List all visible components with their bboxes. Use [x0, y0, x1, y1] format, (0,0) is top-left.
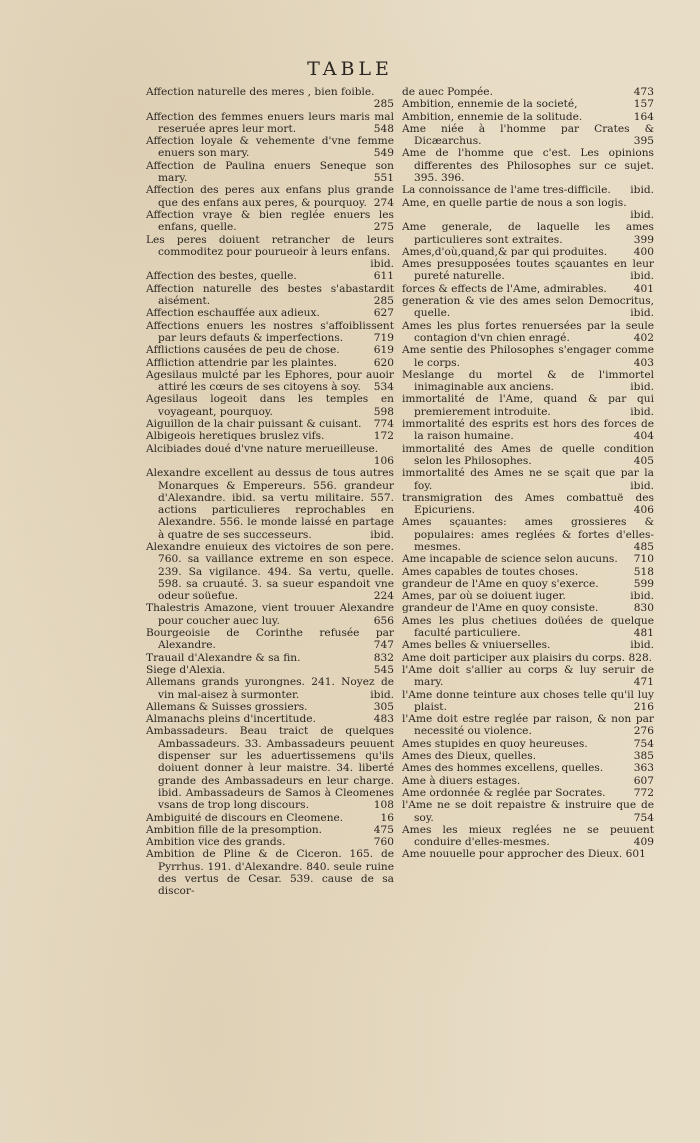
index-entry [402, 320, 654, 345]
entry-page-number: 656 [373, 614, 394, 627]
index-entry [402, 393, 654, 418]
index-column-right [402, 86, 654, 861]
entry-page-number: 172 [373, 430, 394, 443]
entry-page-number: 385 [633, 750, 654, 763]
index-entry [146, 836, 394, 848]
entry-page-number: 754 [633, 811, 654, 824]
entry-page-number: 599 [633, 577, 654, 590]
entry-page-number: 305 [373, 700, 394, 713]
index-entry [146, 602, 394, 627]
entry-page-number: 607 [633, 774, 654, 787]
entry-page-number: 548 [373, 122, 394, 135]
entry-text: forces & effects de l'Ame, admirables. [402, 282, 607, 295]
entry-text: Ames,d'où,quand,& par qui produites. [402, 245, 608, 258]
entry-text: Ambassadeurs. Beau traict de quelques Ambassadeurs. 33. Ambassadeurs peuuent dispenser sur les aduertissemens qu'ils doiuent donner à leur maistre. 34. liberté grande des Ambassadeurs en leur charge. ibid. Ambassadeurs de Samos à Cleomenes vsans de trop long discours. [146, 725, 394, 812]
entry-page-number: 760 [373, 836, 394, 849]
entry-page-number: 754 [633, 737, 654, 750]
entry-page-number: 403 [633, 356, 654, 369]
entry-page-number: 224 [373, 590, 394, 603]
entry-text: Trauail d'Alexandre & sa fin. [146, 651, 301, 664]
index-entry [146, 848, 394, 897]
index-entry [146, 184, 394, 209]
entry-text: Siege d'Alexia. [146, 663, 226, 676]
index-column-left [146, 86, 394, 898]
entry-text: Ames sçauantes: ames grossieres & populaires: ames reglées & fortes d'elles-mesmes. [402, 516, 654, 553]
index-entry [402, 258, 654, 283]
entry-text: Ames des hommes excellens, quelles. [402, 762, 604, 775]
entry-page-number: 404 [633, 430, 654, 443]
index-entry [402, 369, 654, 394]
entry-page-number: 481 [633, 627, 654, 640]
entry-page-number: 16 [380, 811, 394, 824]
entry-text: Ame sentie des Philosophes s'engager comme le corps. [402, 344, 654, 369]
index-entry [402, 750, 654, 762]
entry-text: Albigeois heretiques bruslez vifs. [146, 430, 325, 443]
index-entry [402, 590, 654, 602]
entry-page-number: 611 [373, 270, 394, 283]
index-entry [402, 689, 654, 714]
entry-text: Ame doit participer aux plaisirs du corps. 828. [402, 651, 653, 664]
index-entry [146, 160, 394, 185]
entry-page-number: 518 [633, 565, 654, 578]
entry-text: Ambiguité de discours en Cleomene. [146, 811, 344, 824]
index-entry [146, 430, 394, 442]
index-entry [146, 357, 394, 369]
index-entry [146, 627, 394, 652]
index-entry [146, 443, 394, 468]
index-entry [146, 320, 394, 345]
index-entry [146, 725, 394, 811]
entry-text: Ame incapable de science selon aucuns. [402, 553, 618, 566]
index-entry [402, 516, 654, 553]
entry-page-number: 276 [633, 725, 654, 738]
entry-page-number: 774 [373, 418, 394, 431]
entry-text: Thalestris Amazone, vient trouuer Alexandre pour coucher auec luy. [146, 602, 394, 627]
index-entry [402, 639, 654, 651]
entry-text: Ames des Dieux, quelles. [402, 750, 537, 763]
entry-text: Ames stupides en quoy heureuses. [402, 737, 588, 750]
index-entry [402, 111, 654, 123]
entry-page-number: 405 [633, 454, 654, 467]
entry-page-number: 483 [373, 713, 394, 726]
index-entry [402, 775, 654, 787]
index-entry [146, 307, 394, 319]
index-entry [402, 799, 654, 824]
entry-text: Agesilaus mulcté par les Ephores, pour auoir attiré les cœurs de ses citoyens à soy. [146, 368, 394, 394]
entry-page-number: 402 [633, 331, 654, 344]
index-entry [402, 197, 654, 222]
entry-text: Ames belles & vniuerselles. [402, 639, 551, 652]
index-entry [402, 86, 654, 98]
entry-page-number: 619 [373, 344, 394, 357]
index-entry [146, 86, 394, 111]
index-entry [402, 738, 654, 750]
entry-text: Allemans grands yurongnes. 241. Noyez de vin mal-aisez à surmonter. [146, 676, 394, 701]
entry-text: generation & vie des ames selon Democritus, quelle. [402, 295, 654, 320]
entry-text: Bourgeoisie de Corinthe refusée par Alexandre. [146, 627, 394, 652]
entry-page-number: ibid. [630, 184, 654, 197]
entry-page-number: 399 [633, 233, 654, 246]
entry-page-number: 832 [373, 651, 394, 664]
index-entry [402, 652, 654, 664]
entry-text: Ambition fille de la presomption. [146, 823, 323, 836]
index-entry [402, 713, 654, 738]
index-entry [146, 676, 394, 701]
index-entry [402, 443, 654, 468]
index-entry [146, 344, 394, 356]
entry-page-number: ibid. [370, 688, 394, 701]
entry-page-number: 401 [633, 282, 654, 295]
entry-page-number: 157 [633, 98, 654, 111]
entry-page-number: 710 [633, 553, 654, 566]
entry-page-number: ibid. [630, 270, 654, 283]
index-entry [402, 566, 654, 578]
entry-page-number: 363 [633, 762, 654, 775]
entry-page-number: 830 [633, 602, 654, 615]
index-entry [146, 234, 394, 271]
index-entry [146, 701, 394, 713]
entry-text: grandeur de l'Ame en quoy consiste. [402, 602, 599, 615]
index-entry [146, 209, 394, 234]
entry-page-number: ibid. [630, 307, 654, 320]
index-entry [146, 541, 394, 602]
index-entry [402, 221, 654, 246]
entry-text: Ame ordonnée & reglée par Socrates. [402, 786, 606, 799]
entry-text: l'Ame doit estre reglée par raison, & non par necessité ou violence. [402, 713, 654, 738]
index-entry [146, 713, 394, 725]
entry-text: Allemans & Suisses grossiers. [146, 700, 308, 713]
entry-page-number: 485 [633, 540, 654, 553]
entry-text: La connoissance de l'ame tres-difficile. [402, 184, 611, 197]
index-entry [146, 283, 394, 308]
entry-text: Agesilaus logeoit dans les temples en voyageant, pourquoy. [146, 393, 394, 418]
entry-page-number: 551 [373, 172, 394, 185]
index-entry [402, 824, 654, 849]
index-entry [402, 467, 654, 492]
entry-text: Almanachs pleins d'incertitude. [146, 713, 316, 726]
entry-text: transmigration des Ames combattuë des Epicuriens. [402, 491, 654, 517]
entry-text: Ame de l'homme que c'est. Les opinions differentes des Philosophes sur ce sujet. 395. 396. [402, 147, 654, 185]
entry-text: Meslange du mortel & de l'immortel inimaginable aux anciens. [402, 368, 654, 394]
entry-text: Affection de Paulina enuers Seneque son mary. [146, 159, 394, 185]
entry-page-number: ibid. [630, 639, 654, 652]
entry-text: Ames presupposées toutes sçauantes en leur pureté naturelle. [402, 258, 654, 283]
index-entry [146, 824, 394, 836]
entry-text: Affection naturelle des meres , bien foible. [146, 86, 375, 98]
index-entry [402, 98, 654, 110]
entry-text: Ambition de Pline & de Ciceron. 165. de Pyrrhus. 191. d'Alexandre. 840. seule ruine des vertus de Cesar. 539. cause de sa discor- [146, 848, 394, 898]
entry-page-number: 275 [373, 221, 394, 234]
index-entry [402, 246, 654, 258]
entry-text: Alexandre enuieux des victoires de son pere. 760. sa vaillance extreme en son espece. 239. Sa vigilance. 494. Sa vertu, quelle. 598. sa cruauté. 3. sa sueur espandoit vne odeur soüefue. [146, 540, 394, 603]
entry-page-number: 406 [633, 504, 654, 517]
page-title: TABLE [307, 58, 393, 80]
entry-text: Ames capables de toutes choses. [402, 565, 579, 578]
entry-text: Ames les plus chetiues doüées de quelque faculté particuliere. [402, 614, 654, 640]
index-entry [146, 111, 394, 136]
entry-page-number: 409 [633, 836, 654, 849]
entry-page-number: ibid. [630, 405, 654, 418]
index-entry [402, 418, 654, 443]
index-entry [402, 295, 654, 320]
index-entry [402, 787, 654, 799]
entry-text: Afflictions causées de peu de chose. [146, 344, 340, 357]
entry-page-number: 400 [633, 245, 654, 258]
entry-text: Affection loyale & vehemente d'vne femme enuers son mary. [146, 135, 394, 160]
entry-page-number: 475 [373, 823, 394, 836]
index-entry [402, 762, 654, 774]
entry-page-number: 549 [373, 147, 394, 160]
entry-text: Ambition vice des grands. [146, 836, 286, 849]
index-entry [402, 615, 654, 640]
entry-text: Alcibiades doué d'vne nature merueilleuse. [146, 442, 379, 455]
index-entry [402, 848, 654, 860]
index-entry [402, 184, 654, 196]
entry-text: Ames les mieux reglées ne se peuuent conduire d'elles-mesmes. [402, 823, 654, 849]
entry-page-number: 471 [633, 676, 654, 689]
entry-text: Alexandre excellent au dessus de tous autres Monarques & Empereurs. 556. grandeur d'Alexandre. ibid. sa vertu militaire. 557. actions particulieres reprochables en Alexandre. 556. le monde laissé en partage à quatre de ses successeurs. [146, 467, 394, 541]
index-entry [146, 135, 394, 160]
entry-text: Affection naturelle des bestes s'abastardit aisément. [146, 282, 394, 308]
entry-text: l'Ame donne teinture aux choses telle qu'il luy plaist. [402, 688, 654, 713]
index-entry [402, 664, 654, 689]
entry-text: Les peres doiuent retrancher de leurs commoditez pour pourueoir à leurs enfans. [146, 233, 394, 258]
entry-page-number: 598 [373, 405, 394, 418]
entry-page-number: 747 [373, 639, 394, 652]
entry-text: Affection des peres aux enfans plus grande que des enfans aux peres, & pourquoy. [146, 184, 394, 209]
entry-text: grandeur de l'Ame en quoy s'exerce. [402, 577, 599, 590]
index-entry [146, 270, 394, 282]
index-entry [402, 492, 654, 517]
entry-text: Ames les plus fortes renuersées par la seule contagion d'vn chien enragé. [402, 319, 654, 344]
entry-text: Ames, par où se doiuent iuger. [402, 590, 566, 603]
entry-page-number: ibid. [370, 528, 394, 541]
index-entry [146, 467, 394, 541]
entry-page-number: ibid. [630, 479, 654, 492]
entry-text: Affliction attendrie par les plaintes. [146, 356, 337, 369]
entry-page-number: ibid. [630, 381, 654, 394]
entry-page-number: 534 [373, 381, 394, 394]
index-entry [402, 578, 654, 590]
entry-text: Ame generale, de laquelle les ames particulieres sont extraites. [402, 221, 654, 246]
entry-text: Affection eschauffée aux adieux. [146, 307, 320, 320]
entry-text: Affection des bestes, quelle. [146, 270, 297, 283]
entry-text: l'Ame doit s'allier au corps & luy seruir de mary. [402, 663, 654, 689]
index-entry [402, 344, 654, 369]
entry-text: Ame niée à l'homme par Crates & Dicæarchus. [402, 122, 654, 148]
entry-text: Ame à diuers estages. [402, 774, 521, 787]
entry-text: Ambition, ennemie de la solitude. [402, 110, 583, 123]
entry-page-number: 545 [373, 663, 394, 676]
entry-page-number: 285 [373, 98, 394, 111]
entry-text: immortalité des Ames ne se sçait que par la foy. [402, 467, 654, 492]
index-entry [402, 553, 654, 565]
entry-page-number: 274 [373, 196, 394, 209]
entry-text: Aiguillon de la chair puissant & cuisant. [146, 418, 362, 431]
entry-page-number: 106 [373, 454, 394, 467]
entry-page-number: ibid. [630, 208, 654, 221]
entry-page-number: 164 [633, 110, 654, 123]
index-entry [146, 652, 394, 664]
entry-page-number: ibid. [630, 590, 654, 603]
entry-page-number: 620 [373, 356, 394, 369]
entry-page-number: 473 [633, 86, 654, 98]
entry-text: Affection des femmes enuers leurs maris mal reseruée apres leur mort. [146, 110, 394, 135]
entry-text: immortalité de l'Ame, quand & par qui premierement introduite. [402, 393, 654, 418]
index-entry [146, 418, 394, 430]
entry-text: immortalité des esprits est hors des forces de la raison humaine. [402, 418, 654, 443]
entry-text: immortalité des Ames de quelle condition selon les Philosophes. [402, 442, 654, 467]
entry-page-number: 627 [373, 307, 394, 320]
entry-text: Ambition, ennemie de la societé, [402, 98, 578, 111]
index-entry [146, 664, 394, 676]
entry-page-number: 395 [633, 135, 654, 148]
entry-page-number: 216 [633, 700, 654, 713]
entry-page-number: 772 [633, 786, 654, 799]
entry-text: Ame, en quelle partie de nous a son logis. [402, 196, 627, 209]
index-entry [402, 147, 654, 184]
entry-text: l'Ame ne se doit repaistre & instruire que de soy. [402, 799, 654, 824]
entry-page-number: 285 [373, 295, 394, 308]
index-entry [402, 283, 654, 295]
entry-text: Affections enuers les nostres s'affoiblissent par leurs defauts & imperfections. [146, 319, 394, 344]
entry-text: de auec Pompée. [402, 86, 493, 98]
index-entry [402, 602, 654, 614]
entry-text: Ame nouuelle pour approcher des Dieux. 601 [402, 848, 646, 861]
index-entry [402, 123, 654, 148]
index-entry [146, 393, 394, 418]
entry-page-number: 719 [373, 331, 394, 344]
entry-page-number: ibid. [370, 258, 394, 271]
index-entry [146, 812, 394, 824]
index-entry [146, 369, 394, 394]
entry-page-number: 108 [373, 799, 394, 812]
entry-text: Affection vraye & bien reglée enuers les enfans, quelle. [146, 208, 394, 234]
